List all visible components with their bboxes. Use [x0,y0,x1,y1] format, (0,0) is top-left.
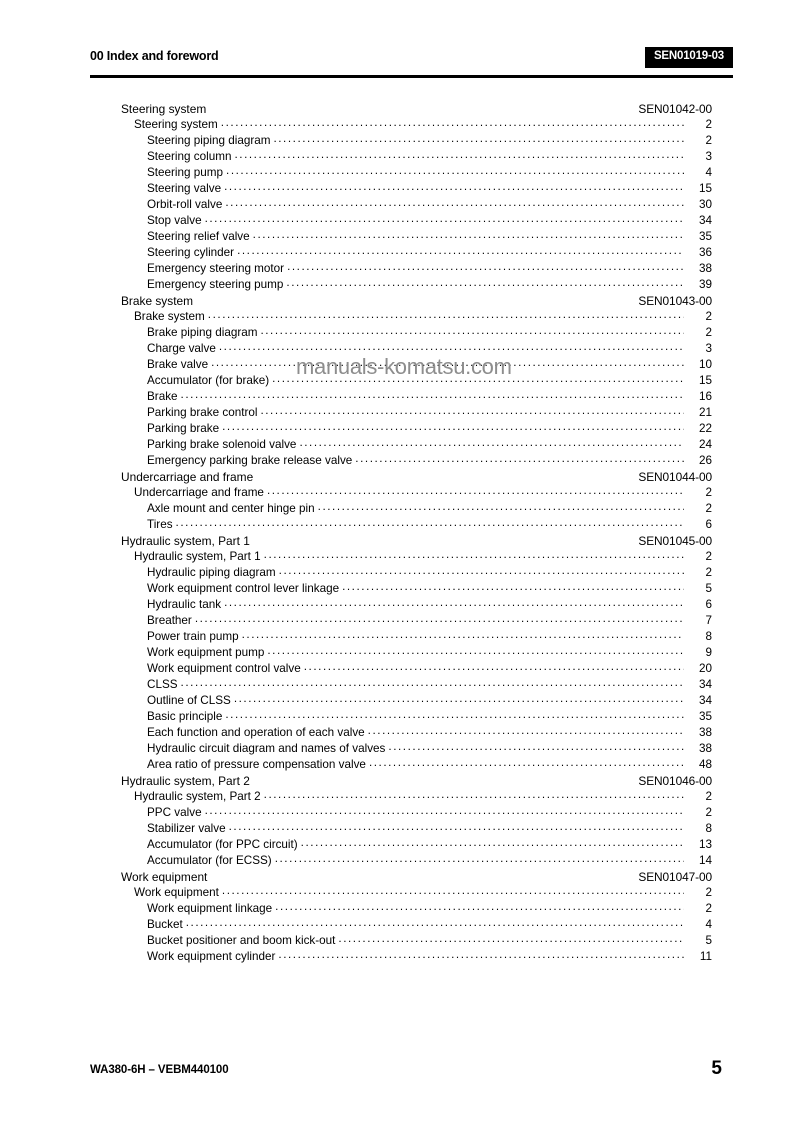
toc-section-code: SEN01046-00 [638,774,712,788]
toc-entry-page: 2 [705,790,712,803]
toc-section-title: Work equipment [121,870,208,884]
toc-entry-page: 3 [705,342,712,355]
dot-leader [273,131,684,143]
dot-leader [286,275,684,287]
toc-entry-page: 4 [705,166,712,179]
toc-entry-page: 48 [698,758,712,771]
toc-entry-title: Stabilizer valve [147,822,226,835]
toc-section-code: SEN01043-00 [638,294,712,308]
toc-entry-page: 5 [705,934,712,947]
toc-entry-title: Steering pump [147,166,224,179]
toc-entry-title: Axle mount and center hinge pin [147,502,315,515]
toc-entry-title: Emergency steering motor [147,262,285,275]
toc-entry-page: 2 [705,502,712,515]
toc-entry-title: Orbit-roll valve [147,198,223,211]
toc-entry-page: 21 [698,406,712,419]
toc-entry-title: Work equipment [134,886,219,899]
toc-entry-title: Undercarriage and frame [134,486,264,499]
toc-entry[interactable] [90,949,733,965]
dot-leader [264,787,684,799]
dot-leader [388,739,684,751]
dot-leader [338,931,684,943]
dot-leader [186,915,684,927]
dot-leader [205,803,684,815]
toc-entry-title: Brake valve [147,358,209,371]
toc-entry[interactable] [90,517,733,533]
toc-entry-page: 2 [705,118,712,131]
toc-entry-page: 39 [698,278,712,291]
toc-entry-page: 13 [698,838,712,851]
dot-leader [225,195,684,207]
dot-leader [278,947,684,959]
dot-leader [208,307,684,319]
toc-entry-title: Basic principle [147,710,223,723]
toc-entry-page: 2 [705,566,712,579]
dot-leader [225,707,684,719]
toc-entry-page: 6 [705,598,712,611]
watermark: manuals-komatsu.com [296,354,512,379]
dot-leader [222,419,684,431]
toc-entry-page: 2 [705,902,712,915]
toc-entry-title: Steering column [147,150,232,163]
toc-entry-page: 10 [698,358,712,371]
toc-entry-title: Bucket positioner and boom kick-out [147,934,336,947]
toc-entry-page: 2 [705,134,712,147]
toc-entry-title: Work equipment cylinder [147,950,276,963]
dot-leader [237,243,684,255]
toc-entry-title: Work equipment pump [147,646,265,659]
toc-entry-page: 11 [699,950,712,963]
toc-entry-page: 2 [705,310,712,323]
dot-leader [260,403,684,415]
dot-leader [260,323,684,335]
toc-entry-page: 7 [705,614,712,627]
dot-leader [355,451,684,463]
toc-entry-title: Hydraulic tank [147,598,222,611]
toc-entry-title: Work equipment control valve [147,662,301,675]
page-header [90,46,733,78]
dot-leader [304,659,684,671]
toc-entry-page: 8 [705,630,712,643]
toc-entry-page: 6 [705,518,712,531]
toc-entry-title: Breather [147,614,192,627]
toc-entry-title: Emergency steering pump [147,278,284,291]
toc-entry-title: Emergency parking brake release valve [147,454,353,467]
toc-entry[interactable] [90,453,733,469]
toc-entry-title: Accumulator (for brake) [147,374,270,387]
dot-leader [205,211,684,223]
toc-entry-title: Hydraulic system, Part 2 [134,790,261,803]
toc-entry-page: 2 [705,550,712,563]
toc-entry-page: 8 [705,822,712,835]
dot-leader [342,579,684,591]
toc-entry[interactable] [90,853,733,869]
dot-leader [318,499,684,511]
header-divider [90,75,733,78]
toc-entry-page: 38 [698,262,712,275]
toc-entry-title: Accumulator (for PPC circuit) [147,838,298,851]
toc-section-code: SEN01045-00 [638,534,712,548]
page-footer [90,1058,733,1084]
dot-leader [279,563,684,575]
table-of-contents [90,101,733,965]
model-code: WA380-6H – VEBM440100 [90,1064,229,1076]
toc-entry-page: 14 [698,854,712,867]
toc-entry-page: 24 [698,438,712,451]
toc-entry-title: Parking brake [147,422,220,435]
dot-leader [275,899,684,911]
dot-leader [299,435,684,447]
dot-leader [368,723,684,735]
dot-leader [369,755,684,767]
toc-entry-page: 3 [705,150,712,163]
toc-entry-title: Area ratio of pressure compensation valve [147,758,366,771]
toc-entry-title: Brake system [134,310,205,323]
toc-entry-page: 30 [698,198,712,211]
toc-entry-title: Brake piping diagram [147,326,258,339]
toc-entry-title: Bucket [147,918,183,931]
toc-entry-page: 15 [698,182,712,195]
toc-entry-page: 35 [698,230,712,243]
toc-entry-title: Tires [147,518,173,531]
toc-entry-page: 2 [705,806,712,819]
toc-entry-page: 9 [705,646,712,659]
toc-section-title: Hydraulic system, Part 1 [121,534,250,548]
dot-leader [226,163,684,175]
dot-leader [176,515,684,527]
dot-leader [181,675,684,687]
dot-leader [242,627,684,639]
toc-entry-page: 34 [698,694,712,707]
document-code-badge: SEN01019-03 [645,47,733,68]
toc-entry-page: 38 [698,726,712,739]
toc-entry-page: 2 [705,326,712,339]
toc-entry-title: Charge valve [147,342,216,355]
toc-entry-title: Steering cylinder [147,246,235,259]
toc-entry-page: 5 [705,582,712,595]
dot-leader [195,611,684,623]
toc-entry-page: 15 [698,374,712,387]
toc-entry[interactable] [90,757,733,773]
dot-leader [272,371,684,383]
toc-section-title: Steering system [121,102,207,116]
dot-leader [222,883,684,895]
toc-section-code: SEN01047-00 [638,870,712,884]
toc-entry-title: Power train pump [147,630,239,643]
toc-entry-title: Hydraulic circuit diagram and names of valves [147,742,386,755]
toc-section-code: SEN01044-00 [638,470,712,484]
toc-entry-page: 20 [698,662,712,675]
dot-leader [234,691,684,703]
toc-entry-title: PPC valve [147,806,202,819]
dot-leader [234,147,684,159]
dot-leader [224,595,684,607]
dot-leader [301,835,684,847]
dot-leader [264,547,684,559]
toc-entry-title: Hydraulic piping diagram [147,566,276,579]
toc-entry-page: 4 [705,918,712,931]
dot-leader [219,339,684,351]
toc-entry-page: 34 [698,678,712,691]
dot-leader [229,819,684,831]
dot-leader [221,115,684,127]
dot-leader [181,387,684,399]
toc-entry-title: Work equipment linkage [147,902,273,915]
dot-leader [287,259,684,271]
toc-entry-page: 35 [698,710,712,723]
toc-entry-title: Accumulator (for ECSS) [147,854,272,867]
dot-leader [267,483,684,495]
toc-section-title: Undercarriage and frame [121,470,254,484]
toc-entry-page: 38 [698,742,712,755]
dot-leader [224,179,684,191]
toc-entry-page: 34 [698,214,712,227]
toc-entry-title: Parking brake solenoid valve [147,438,297,451]
toc-section-title: Hydraulic system, Part 2 [121,774,250,788]
toc-entry-title: Brake [147,390,178,403]
toc-entry-title: Steering relief valve [147,230,250,243]
toc-entry-title: Outline of CLSS [147,694,231,707]
toc-entry-title: Parking brake control [147,406,258,419]
toc-entry-page: 2 [705,886,712,899]
toc-entry[interactable] [90,277,733,293]
dot-leader [267,643,684,655]
toc-entry-title: CLSS [147,678,178,691]
toc-entry-title: Stop valve [147,214,202,227]
toc-entry-page: 16 [698,390,712,403]
toc-entry-title: Work equipment control lever linkage [147,582,340,595]
toc-entry-title: Hydraulic system, Part 1 [134,550,261,563]
toc-entry-page: 2 [705,486,712,499]
dot-leader [275,851,684,863]
toc-entry-page: 26 [698,454,712,467]
toc-entry-title: Steering piping diagram [147,134,271,147]
toc-entry-title: Each function and operation of each valve [147,726,365,739]
toc-section-title: Brake system [121,294,194,308]
toc-entry-page: 22 [698,422,712,435]
page-number: 5 [711,1058,722,1079]
toc-entry-title: Steering system [134,118,218,131]
page-title: 00 Index and foreword [90,49,219,63]
dot-leader [253,227,684,239]
toc-section-code: SEN01042-00 [638,102,712,116]
toc-entry-title: Steering valve [147,182,222,195]
dot-leader [211,355,684,367]
toc-entry-page: 36 [698,246,712,259]
